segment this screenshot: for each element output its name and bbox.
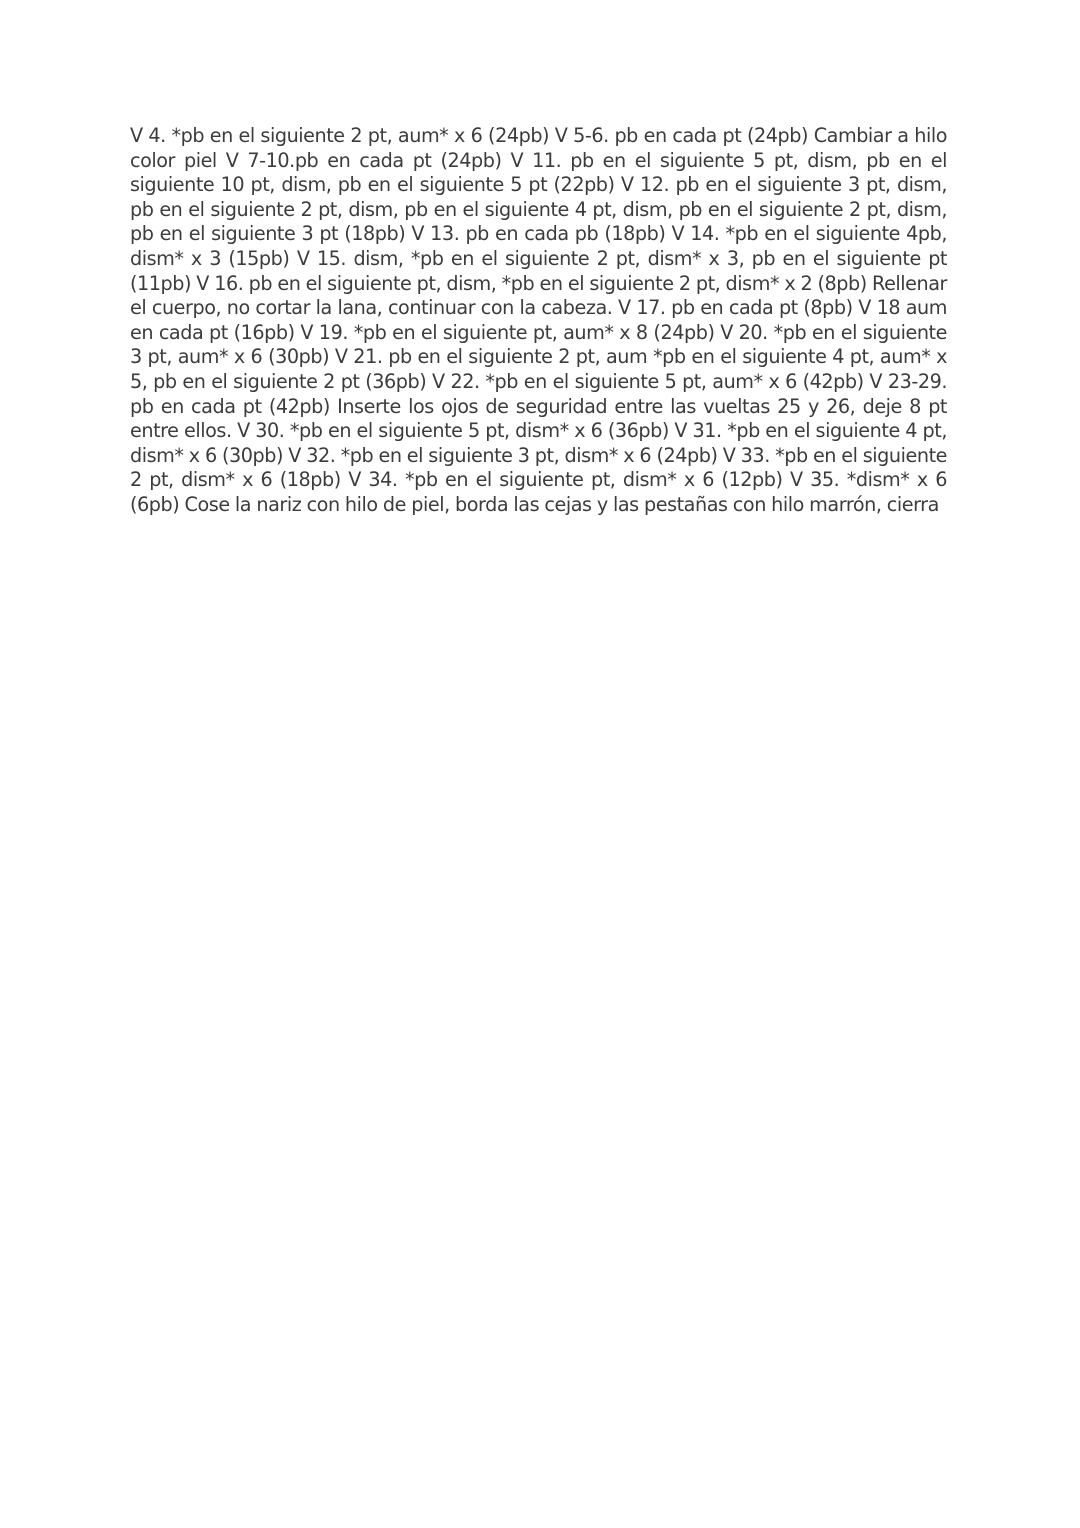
pattern-instructions-paragraph: V 4. *pb en el siguiente 2 pt, aum* x 6 (24pb) V 5-6. pb en cada pt (24pb) Cambiar a hilo color piel V 7-10.pb en cada pt (24pb) V 11. pb en el siguiente 5 pt, dism, pb en el siguiente 10 pt, dism, pb en el siguiente 5 pt (22pb) V 12. pb en el siguiente 3 pt, dism, pb en el siguiente 2 pt, dism, pb en el siguiente 4 pt, dism, pb en el siguiente 2 pt, dism, pb en el siguiente 3 pt (18pb) V 13. pb en cada pb (18pb) V 14. *pb en el siguiente 4pb, dism* x 3 (15pb) V 15. dism, *pb en el siguiente 2 pt, dism* x 3, pb en el siguiente pt (11pb) V 16. pb en el siguiente pt, dism, *pb en el siguiente 2 pt, dism* x 2 (8pb) Rellenar el cuerpo, no cortar la lana, continuar con la cabeza. V 17. pb en cada pt (8pb) V 18 aum en cada pt (16pb) V 19. *pb en el siguiente pt, aum* x 8 (24pb) V 20. *pb en el siguiente 3 pt, aum* x 6 (30pb) V 21. pb en el siguiente 2 pt, aum *pb en el siguiente 4 pt, aum* x 5, pb en el siguiente 2 pt (36pb) V 22. *pb en el siguiente 5 pt, aum* x 6 (42pb) V 23-29. pb en cada pt (42pb) Inserte los ojos de seguridad entre las vueltas 25 y 26, deje 8 pt entre ellos. V 30. *pb en el siguiente 5 pt, dism* x 6 (36pb) V 31. *pb en el siguiente 4 pt, dism* x 6 (30pb) V 32. *pb en el siguiente 3 pt, dism* x 6 (24pb) V 33. *pb en el siguiente 2 pt, dism* x 6 (18pb) V 34. *pb en el siguiente pt, dism* x 6 (12pb) V 35. *dism* x 6 (6pb) Cose la nariz con hilo de piel, borda las cejas y las pestañas con hilo marrón, cierra xyxy=(130,124,947,516)
